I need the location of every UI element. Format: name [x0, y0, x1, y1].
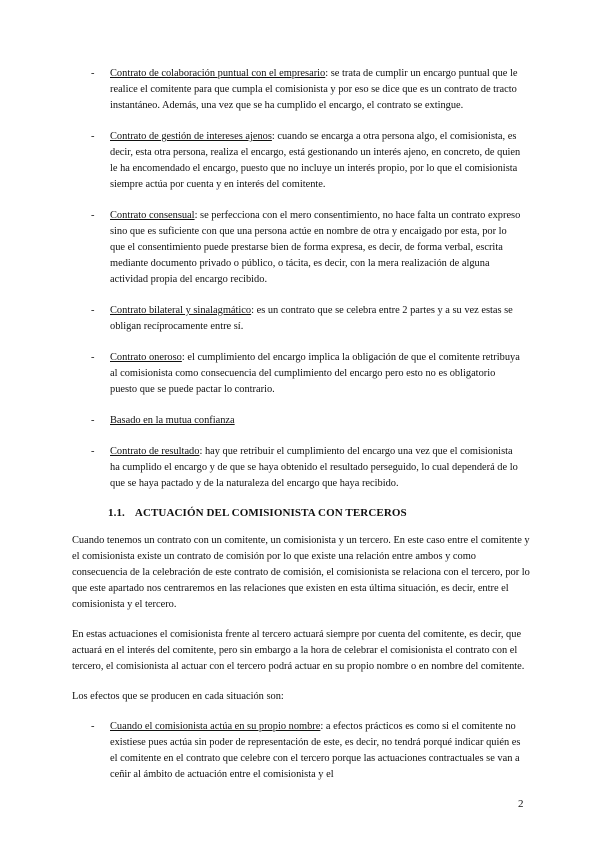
bullet-dash: -: [91, 210, 95, 221]
bullet-term: Contrato de gestión de intereses ajenos: [110, 131, 272, 142]
bullet-term: Contrato de colaboración puntual con el empresario: [110, 68, 326, 79]
bullet-dash: -: [91, 131, 95, 142]
bullet-text: : el cumplimiento del encargo implica la obligación de que el comitente retribuya al comisionista como consecuencia del cumplimiento del encargo pero esto no es obligatorio puesto que se puede pactar lo contrario.: [110, 352, 520, 395]
bullet-dash: -: [91, 721, 95, 732]
page-content: [72, 66, 530, 798]
bullet-dash: -: [91, 415, 95, 426]
bullet-text: : se trata de cumplir un encargo puntual que le realice el comitente para que cumpla el comisionista y por eso se dice que es un contrato de tracto instantáneo. Además, una vez que se ha cumplido el encargo, el contrato se extingue.: [110, 68, 518, 111]
bullet-text: : a efectos prácticos es como si el comitente no existiese pues actúa sin poder de representación de este, es decir, no tendrá porqué indicar quién es el comitente en el contrato que celebre con el tercero porque las actuaciones contractuales se van a ceñir al ámbito de actuación entre el comisionista y el: [110, 721, 521, 780]
bullet-dash: -: [91, 68, 95, 79]
list-item: [91, 129, 522, 193]
paragraph: Cuando tenemos un contrato con un comitente, un comisionista y un tercero. En este caso entre el comitente y el comisionista existe un contrato de comisión por lo que existe una relación entre ambos y como consecuencia de la celebración de este contrato de comisión, el comisionista se relaciona con el tercero, por lo que este apartado nos centraremos en las relaciones que existen en esta última situación, es decir, entre el comisionista y el tercero.: [72, 535, 530, 610]
section-title: ACTUACIÓN DEL COMISIONISTA CON TERCEROS: [134, 507, 407, 519]
bullet-text: : hay que retribuir el cumplimiento del encargo una vez que el comisionista ha cumplido el encargo y de que se haya obtenido el resultado perseguido, lo cual dependerá de lo que se haya pactado y de la naturaleza del encargo que haya recibido.: [110, 446, 518, 489]
paragraph: En estas actuaciones el comisionista frente al tercero actuará siempre por cuenta del comitente, es decir, que actuará en el interés del comitente, pero sin embargo a la hora de celebrar el comisionista el contrato con el tercero, el comisionista al actuar con el tercero podrá actuar en su propio nombre o en nombre del comitente.: [72, 629, 525, 672]
list-item: [91, 350, 522, 398]
bullet-dash: -: [91, 352, 95, 363]
list-item: [91, 208, 522, 288]
bullet-text: : cuando se encarga a otra persona algo, el comisionista, es decir, esta otra persona, realiza el encargo, está gestionando un interés ajeno, en concreto, de quien le ha encomendado el encargo, puesto que no incluye un interés propio, por lo que el comisionista siempre actúa por cuenta y en interés del comitente.: [110, 131, 521, 190]
bullet-text: : es un contrato que se celebra entre 2 partes y a su vez estas se obligan recíprocamente entre sí.: [110, 305, 513, 332]
bullet-term: Cuando el comisionista actúa en su propio nombre: [110, 721, 321, 732]
bullet-dash: -: [91, 446, 95, 457]
section-heading: [108, 507, 530, 519]
list-item: [91, 303, 522, 335]
paragraph: Los efectos que se producen en cada situación son:: [72, 691, 284, 702]
bullet-term: Basado en la mutua confianza: [110, 415, 235, 426]
bullet-dash: -: [91, 305, 95, 316]
bullet-term: Contrato oneroso: [110, 352, 182, 363]
list-item: [91, 413, 522, 429]
page-number: 2: [518, 798, 524, 810]
bullet-term: Contrato bilateral y sinalagmático: [110, 305, 252, 316]
characteristics-list: [72, 66, 530, 492]
effects-list: [72, 719, 530, 783]
list-item: [91, 66, 522, 114]
bullet-term: Contrato de resultado: [110, 446, 200, 457]
bullet-text: : se perfecciona con el mero consentimiento, no hace falta un contrato expreso sino que es suficiente con que una persona actúe en nombre de otra y encaigado por esta, por lo que el consentimiento puede prestarse bien de forma expresa, es decir, de forma verbal, escrita mediante documento privado o público, o tácita, es decir, con la mera realización de alguna actividad propia del encargo recibido.: [110, 210, 521, 285]
list-item: [91, 719, 522, 783]
section-number: 1.1.: [108, 507, 125, 519]
bullet-term: Contrato consensual: [110, 210, 195, 221]
list-item: [91, 444, 522, 492]
